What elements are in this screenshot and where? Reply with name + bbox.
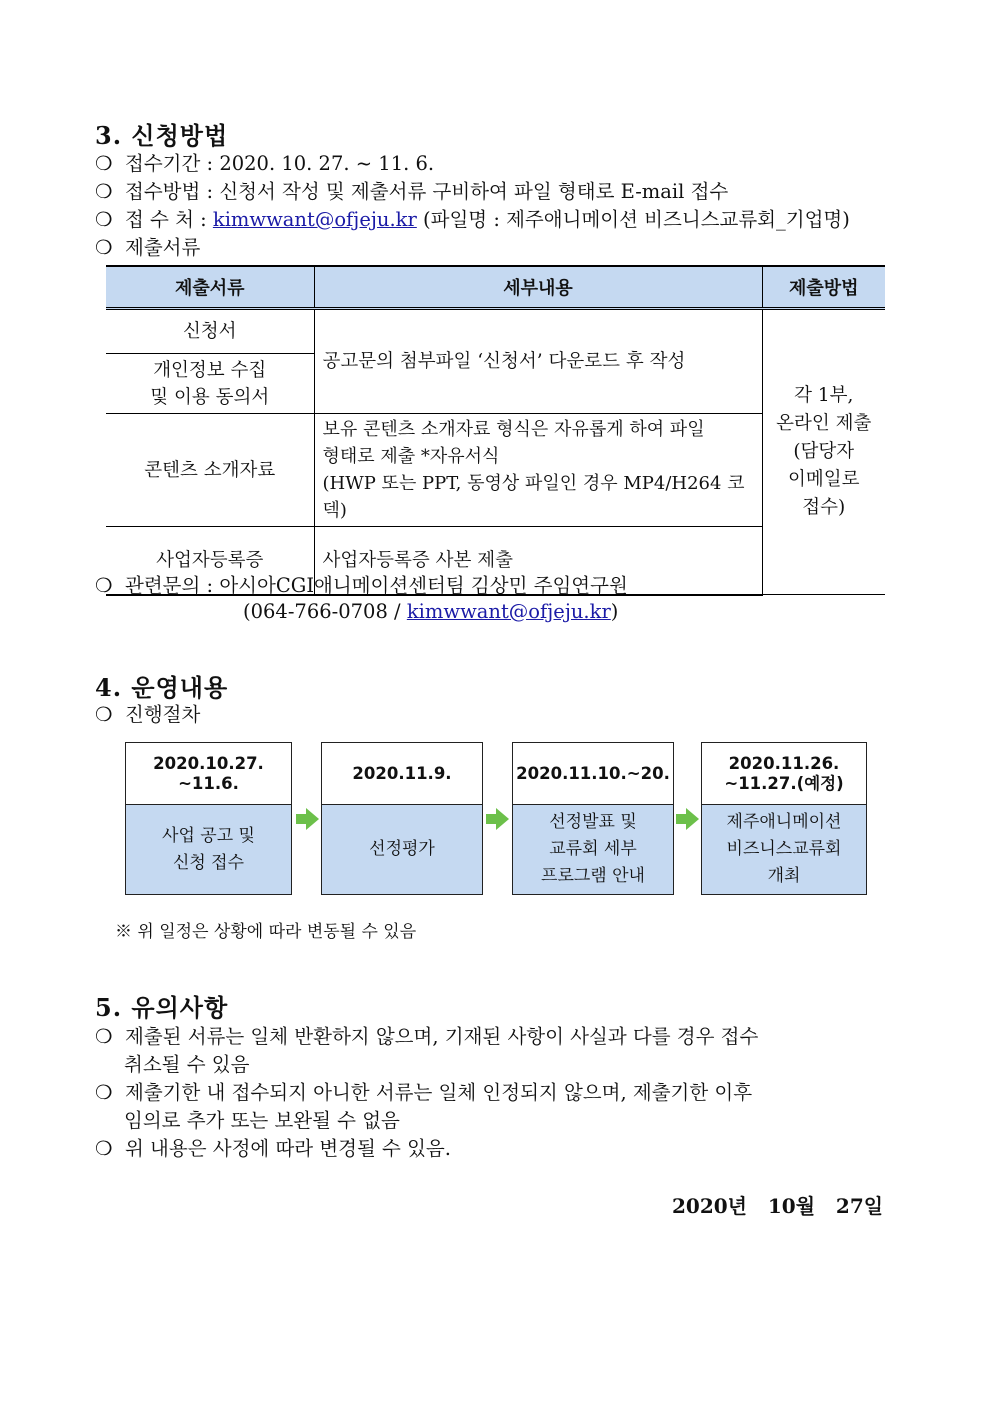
detail-download: 공고문의 첨부파일 ‘신청서’ 다운로드 후 작성 (314, 309, 762, 414)
documents-label: 제출서류 (125, 236, 201, 259)
bullet-icon: ❍ (95, 703, 113, 726)
bullet-icon: ❍ (95, 152, 113, 175)
contact-phone: (064-766-0708 / (243, 600, 407, 623)
notice-1-line-2: 취소될 수 있음 (124, 1053, 250, 1076)
step-1-desc: 사업 공고 및 신청 접수 (126, 805, 291, 894)
bullet-contact (95, 570, 628, 598)
contact-text: 관련문의 : 아시아CGI애니메이션센터팀 김상민 주임연구원 (125, 574, 628, 597)
header-method: 제출방법 (762, 266, 885, 309)
schedule-note: ※ 위 일정은 상황에 따라 변동될 수 있음 (115, 922, 417, 942)
step-3-date: 2020.11.10.~20. (513, 743, 673, 805)
detail-business-registration: 사업자등록증 사본 제출 (314, 527, 762, 595)
submission-table (106, 265, 885, 596)
header-documents: 제출서류 (106, 266, 314, 309)
submission-method: 각 1부, 온라인 제출 (담당자 이메일로 접수) (762, 309, 885, 595)
filename-note: (파일명 : 제주애니메이션 비즈니스교류회_기업명) (416, 208, 850, 231)
process-step-3 (512, 742, 674, 895)
process-step-4 (701, 742, 867, 895)
notice-item-2 (95, 1077, 752, 1105)
bullet-documents (95, 232, 200, 260)
bullet-icon: ❍ (95, 1137, 113, 1160)
bullet-icon: ❍ (95, 236, 113, 259)
notice-1-line-1: 제출된 서류는 일체 반환하지 않으며, 기재된 사항이 사실과 다를 경우 접수 (125, 1025, 759, 1048)
bullet-icon: ❍ (95, 1025, 113, 1048)
process-label: 진행절차 (125, 703, 201, 726)
table-row (106, 309, 885, 354)
notice-item-1 (95, 1021, 758, 1049)
process-step-2 (321, 742, 483, 895)
bullet-icon: ❍ (95, 574, 113, 597)
reception-label: 접 수 처 : (125, 208, 213, 231)
bullet-reception-method (95, 176, 728, 204)
table-header-row (106, 266, 885, 309)
reception-method-text: 접수방법 : 신청서 작성 및 제출서류 구비하여 파일 형태로 E-mail 접수 (125, 180, 729, 203)
section-5-title: 5. 유의사항 (95, 993, 229, 1022)
doc-privacy-consent: 개인정보 수집 및 이용 동의서 (106, 354, 314, 414)
notice-3-line-1: 위 내용은 사정에 따라 변경될 수 있음. (125, 1137, 451, 1160)
step-4-desc: 제주애니메이션 비즈니스교류회 개최 (702, 805, 866, 894)
bullet-reception-address (95, 204, 850, 232)
step-3-desc: 선정발표 및 교류회 세부 프로그램 안내 (513, 805, 673, 894)
step-2-desc: 선정평가 (322, 805, 482, 894)
bullet-process (95, 699, 200, 727)
bullet-icon: ❍ (95, 180, 113, 203)
contact-detail (243, 600, 618, 623)
doc-content-intro: 콘텐츠 소개자료 (106, 414, 314, 527)
bullet-reception-period (95, 148, 434, 176)
doc-application: 신청서 (106, 309, 314, 354)
process-step-1 (125, 742, 292, 895)
section-4-title: 4. 운영내용 (95, 673, 229, 702)
bullet-icon: ❍ (95, 1081, 113, 1104)
contact-close: ) (610, 600, 619, 623)
header-details: 세부내용 (314, 266, 762, 309)
notice-2-line-1: 제출기한 내 접수되지 아니한 서류는 일체 인정되지 않으며, 제출기한 이후 (125, 1081, 753, 1104)
step-4-date: 2020.11.26. ~11.27.(예정) (702, 743, 866, 805)
notice-2-line-2: 임의로 추가 또는 보완될 수 없음 (124, 1109, 400, 1132)
bullet-icon: ❍ (95, 208, 113, 231)
reception-email-link[interactable]: kimwwant@ofjeju.kr (212, 208, 417, 231)
step-1-date: 2020.10.27. ~11.6. (126, 743, 291, 805)
step-2-date: 2020.11.9. (322, 743, 482, 805)
contact-email-link[interactable]: kimwwant@ofjeju.kr (406, 600, 611, 623)
reception-period-text: 접수기간 : 2020. 10. 27. ~ 11. 6. (125, 152, 435, 175)
section-3-title: 3. 신청방법 (95, 121, 229, 150)
detail-content-intro: 보유 콘텐츠 소개자료 형식은 자유롭게 하여 파일 형태로 제출 *자유서식 (HWP 또는 PPT, 동영상 파일인 경우 MP4/H264 코덱) (314, 414, 762, 527)
document-date: 2020년 10월 27일 (672, 1194, 884, 1218)
notice-item-3 (95, 1133, 451, 1161)
doc-business-registration: 사업자등록증 (106, 527, 314, 595)
